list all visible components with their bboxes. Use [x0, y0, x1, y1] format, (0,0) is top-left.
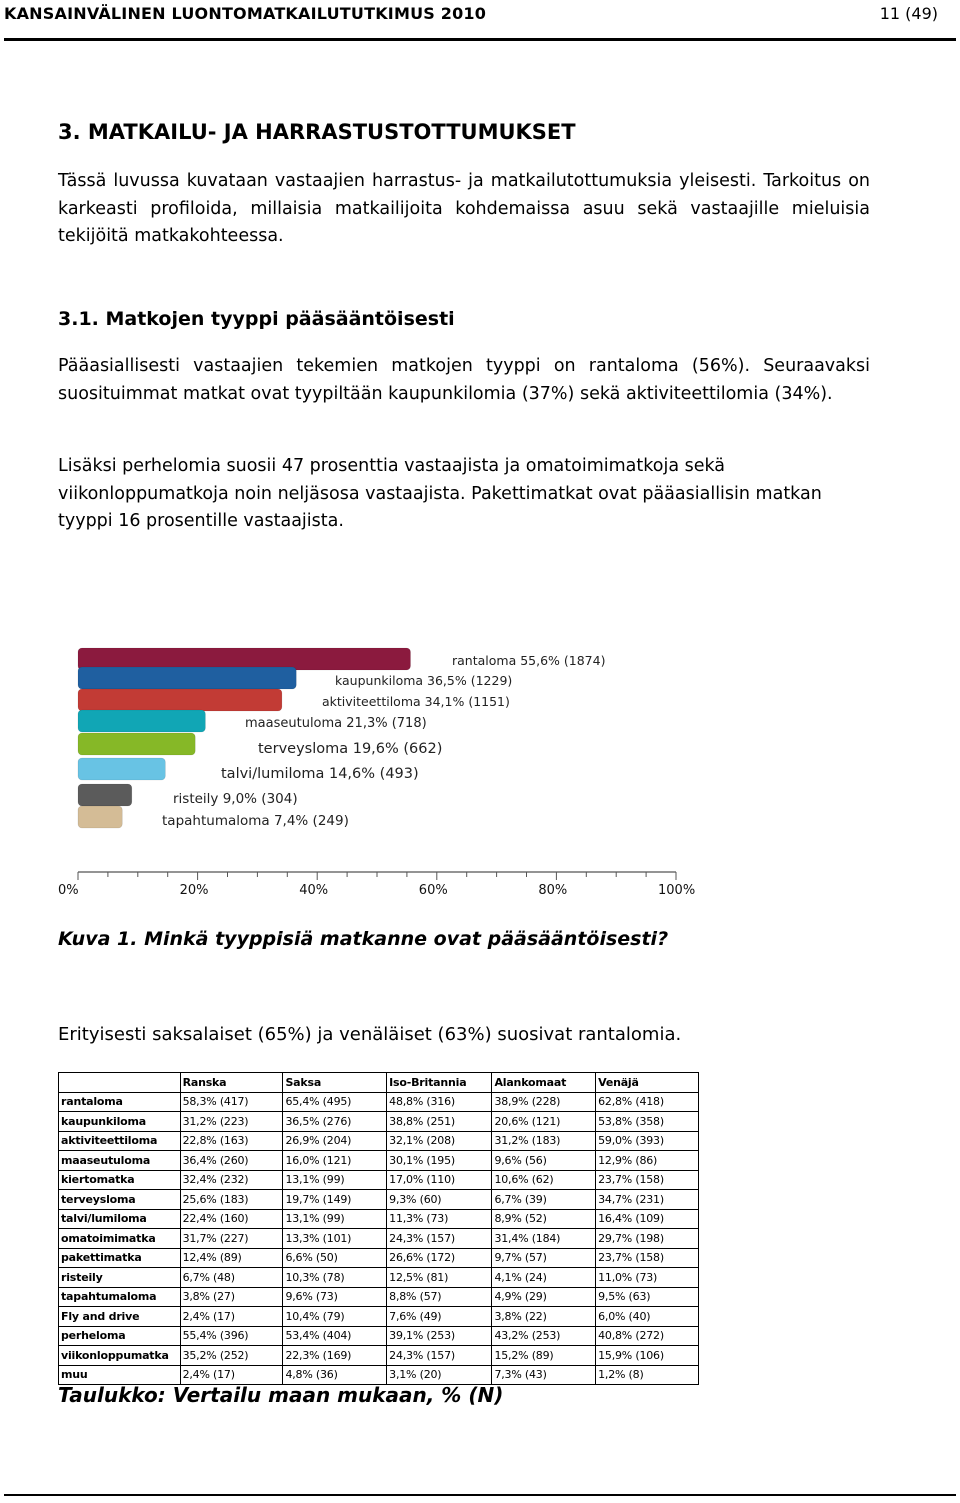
table-row-label: omatoimimatka	[59, 1229, 181, 1249]
table-row	[59, 1248, 699, 1268]
table-row	[59, 1112, 699, 1132]
chart-x-tick-label: 100%	[658, 883, 696, 898]
subsection-paragraph-1: Pääasiallisesti vastaajien tekemien matkojen tyyppi on rantaloma (56%). Seuraavaksi suosituimmat matkat ovat tyypiltään kaupunkilomia (37%) sekä aktiviteettilomia (34%).	[58, 356, 870, 404]
table-cell: 16,0% (121)	[283, 1151, 387, 1171]
table-cell: 9,6% (56)	[492, 1151, 596, 1171]
chart-data-label: kaupunkiloma 36,5% (1229)	[335, 673, 513, 688]
table-row	[59, 1229, 699, 1249]
table-cell: 7,6% (49)	[387, 1307, 492, 1327]
table-cell: 26,9% (204)	[283, 1131, 387, 1151]
chart-x-tick-label: 20%	[179, 883, 209, 898]
table-cell: 36,4% (260)	[180, 1151, 283, 1171]
table-cell: 4,1% (24)	[492, 1268, 596, 1288]
table-cell: 11,3% (73)	[387, 1209, 492, 1229]
table-cell: 38,9% (228)	[492, 1092, 596, 1112]
table-cell: 31,4% (184)	[492, 1229, 596, 1249]
table-cell: 12,5% (81)	[387, 1268, 492, 1288]
table-cell: 6,7% (48)	[180, 1268, 283, 1288]
table-header-cell: Alankomaat	[492, 1073, 596, 1093]
table-cell: 22,3% (169)	[283, 1346, 387, 1366]
chart-data-label: aktiviteettiloma 34,1% (1151)	[322, 694, 510, 709]
table-cell: 12,9% (86)	[596, 1151, 699, 1171]
table-row	[59, 1268, 699, 1288]
table-caption: Taulukko: Vertailu maan mukaan, % (N)	[58, 1383, 504, 1407]
figure-caption: Kuva 1. Minkä tyyppisiä matkanne ovat pääsääntöisesti?	[58, 928, 669, 950]
header-rule	[4, 38, 956, 41]
table-cell: 11,0% (73)	[596, 1268, 699, 1288]
table-cell: 15,2% (89)	[492, 1346, 596, 1366]
travel-type-chart-svg	[40, 640, 720, 910]
table-cell: 6,6% (50)	[283, 1248, 387, 1268]
table-cell: 7,3% (43)	[492, 1365, 596, 1385]
table-cell: 8,8% (57)	[387, 1287, 492, 1307]
table-cell: 3,8% (22)	[492, 1307, 596, 1327]
table-row-label: Fly and drive	[59, 1307, 181, 1327]
chart-bar-maaseutuloma	[78, 710, 205, 732]
chart-data-label: talvi/lumiloma 14,6% (493)	[221, 766, 419, 782]
chart-x-tick-label: 40%	[299, 883, 329, 898]
table-cell: 16,4% (109)	[596, 1209, 699, 1229]
table-cell: 40,8% (272)	[596, 1326, 699, 1346]
table-cell: 23,7% (158)	[596, 1248, 699, 1268]
table-row-label: maaseutuloma	[59, 1151, 181, 1171]
table-row-label: perheloma	[59, 1326, 181, 1346]
chart-x-tick-label: 60%	[418, 883, 448, 898]
table-cell: 43,2% (253)	[492, 1326, 596, 1346]
table-row-label: pakettimatka	[59, 1248, 181, 1268]
subsection-heading: 3.1. Matkojen tyyppi pääsääntöisesti	[58, 308, 455, 330]
footer-rule	[4, 1494, 956, 1496]
table-row	[59, 1209, 699, 1229]
table-cell: 6,0% (40)	[596, 1307, 699, 1327]
table-cell: 32,4% (232)	[180, 1170, 283, 1190]
table-row	[59, 1365, 699, 1385]
table-cell: 34,7% (231)	[596, 1190, 699, 1210]
table-header-cell: Iso-Britannia	[387, 1073, 492, 1093]
table-cell: 3,1% (20)	[387, 1365, 492, 1385]
document-header-title: KANSAINVÄLINEN LUONTOMATKAILUTUTKIMUS 2010	[4, 4, 487, 23]
chart-x-tick-label: 0%	[58, 883, 79, 898]
table-cell: 24,3% (157)	[387, 1229, 492, 1249]
chart-x-tick-label: 80%	[538, 883, 568, 898]
table-cell: 29,7% (198)	[596, 1229, 699, 1249]
section-heading: 3. MATKAILU- JA HARRASTUSTOTTUMUKSET	[58, 120, 576, 144]
table-cell: 31,7% (227)	[180, 1229, 283, 1249]
table-row	[59, 1287, 699, 1307]
chart-data-label: risteily 9,0% (304)	[173, 791, 298, 807]
table-row-label: risteily	[59, 1268, 181, 1288]
table-cell: 2,4% (17)	[180, 1307, 283, 1327]
table-cell: 23,7% (158)	[596, 1170, 699, 1190]
table-row	[59, 1151, 699, 1171]
table-cell: 59,0% (393)	[596, 1131, 699, 1151]
chart-bar-talvi-lumiloma	[78, 758, 165, 780]
table-cell: 38,8% (251)	[387, 1112, 492, 1132]
chart-data-label: rantaloma 55,6% (1874)	[452, 653, 606, 668]
chart-data-label: maaseutuloma 21,3% (718)	[245, 716, 427, 731]
table-cell: 2,4% (17)	[180, 1365, 283, 1385]
table-row	[59, 1170, 699, 1190]
chart-data-label: tapahtumaloma 7,4% (249)	[162, 813, 349, 829]
table-header-row	[59, 1073, 699, 1093]
table-row-label: rantaloma	[59, 1092, 181, 1112]
table-cell: 10,6% (62)	[492, 1170, 596, 1190]
table-cell: 48,8% (316)	[387, 1092, 492, 1112]
table-cell: 9,3% (60)	[387, 1190, 492, 1210]
table-cell: 65,4% (495)	[283, 1092, 387, 1112]
table-cell: 15,9% (106)	[596, 1346, 699, 1366]
table-header-cell: Venäjä	[596, 1073, 699, 1093]
table-cell: 10,4% (79)	[283, 1307, 387, 1327]
table-cell: 31,2% (183)	[492, 1131, 596, 1151]
table-header-cell	[59, 1073, 181, 1093]
table-cell: 12,4% (89)	[180, 1248, 283, 1268]
table-cell: 25,6% (183)	[180, 1190, 283, 1210]
table-cell: 36,5% (276)	[283, 1112, 387, 1132]
table-cell: 1,2% (8)	[596, 1365, 699, 1385]
chart-bar-risteily	[78, 784, 132, 806]
table-cell: 17,0% (110)	[387, 1170, 492, 1190]
table-header-cell: Ranska	[180, 1073, 283, 1093]
travel-type-chart	[40, 640, 720, 910]
table-row	[59, 1190, 699, 1210]
table-cell: 62,8% (418)	[596, 1092, 699, 1112]
table-header-cell: Saksa	[283, 1073, 387, 1093]
table-cell: 8,9% (52)	[492, 1209, 596, 1229]
table-cell: 39,1% (253)	[387, 1326, 492, 1346]
table-cell: 9,7% (57)	[492, 1248, 596, 1268]
table-cell: 55,4% (396)	[180, 1326, 283, 1346]
table-cell: 19,7% (149)	[283, 1190, 387, 1210]
table-cell: 6,7% (39)	[492, 1190, 596, 1210]
table-row	[59, 1131, 699, 1151]
country-comparison-table	[58, 1072, 699, 1385]
table-cell: 22,8% (163)	[180, 1131, 283, 1151]
table-row-label: kaupunkiloma	[59, 1112, 181, 1132]
table-cell: 4,9% (29)	[492, 1287, 596, 1307]
table-cell: 31,2% (223)	[180, 1112, 283, 1132]
table-row-label: kiertomatka	[59, 1170, 181, 1190]
table-cell: 4,8% (36)	[283, 1365, 387, 1385]
table-cell: 53,8% (358)	[596, 1112, 699, 1132]
table-cell: 9,5% (63)	[596, 1287, 699, 1307]
after-figure-paragraph: Erityisesti saksalaiset (65%) ja venäläiset (63%) suosivat rantalomia.	[58, 1024, 682, 1045]
table-cell: 30,1% (195)	[387, 1151, 492, 1171]
table-cell: 9,6% (73)	[283, 1287, 387, 1307]
table-cell: 13,1% (99)	[283, 1170, 387, 1190]
table-cell: 13,3% (101)	[283, 1229, 387, 1249]
table-cell: 35,2% (252)	[180, 1346, 283, 1366]
table-row	[59, 1092, 699, 1112]
table-row-label: aktiviteettiloma	[59, 1131, 181, 1151]
table-cell: 13,1% (99)	[283, 1209, 387, 1229]
table-cell: 3,8% (27)	[180, 1287, 283, 1307]
table-row-label: terveysloma	[59, 1190, 181, 1210]
table-row	[59, 1326, 699, 1346]
table-row	[59, 1346, 699, 1366]
chart-bar-tapahtumaloma	[78, 806, 122, 828]
table-cell: 32,1% (208)	[387, 1131, 492, 1151]
chart-bar-aktiviteettiloma	[78, 689, 282, 711]
table-cell: 10,3% (78)	[283, 1268, 387, 1288]
table-cell: 22,4% (160)	[180, 1209, 283, 1229]
table-cell: 24,3% (157)	[387, 1346, 492, 1366]
table-cell: 53,4% (404)	[283, 1326, 387, 1346]
table-row-label: talvi/lumiloma	[59, 1209, 181, 1229]
table-cell: 20,6% (121)	[492, 1112, 596, 1132]
table-row	[59, 1307, 699, 1327]
table-row-label: tapahtumaloma	[59, 1287, 181, 1307]
page-number: 11 (49)	[879, 4, 938, 23]
table-cell: 58,3% (417)	[180, 1092, 283, 1112]
chart-bar-kaupunkiloma	[78, 667, 296, 689]
section-intro-paragraph: Tässä luvussa kuvataan vastaajien harrastus- ja matkailutottumuksia yleisesti. Tarkoitus on karkeasti profiloida, millaisia matkailijoita kohdemaissa asuu sekä vastaajille mieluisia tekijöitä matkakohteessa.	[58, 171, 870, 246]
chart-bar-terveysloma	[78, 733, 195, 755]
table-row-label: viikonloppumatka	[59, 1346, 181, 1366]
table-body	[59, 1092, 699, 1385]
table-cell: 26,6% (172)	[387, 1248, 492, 1268]
subsection-paragraph-2: Lisäksi perhelomia suosii 47 prosenttia vastaajista ja omatoimimatkoja sekä viikonloppumatkoja noin neljäsosa vastaajista. Pakettimatkat ovat pääasiallisin matkan tyyppi 16 prosentille vastaajista.	[58, 456, 822, 531]
table-row-label: muu	[59, 1365, 181, 1385]
chart-data-label: terveysloma 19,6% (662)	[258, 741, 443, 757]
